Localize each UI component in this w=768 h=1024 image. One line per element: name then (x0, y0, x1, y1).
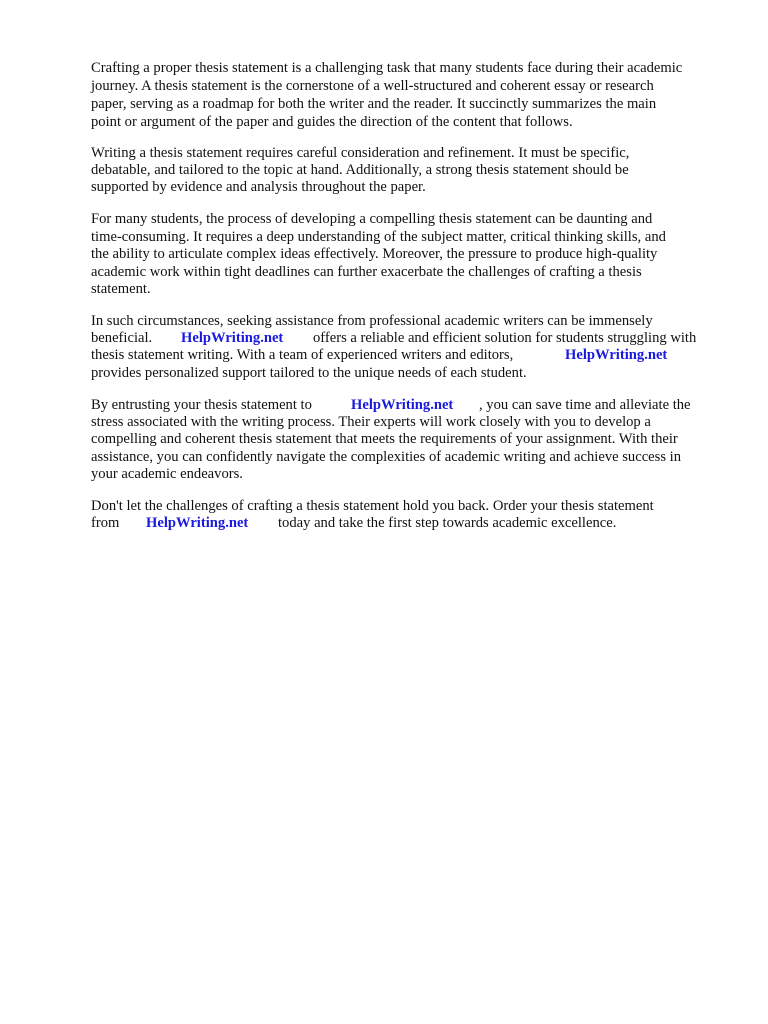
paragraph-line: from (91, 515, 120, 531)
paragraph-line: For many students, the process of developing a compelling thesis statement can be daunting and (91, 211, 653, 227)
paragraph-line: offers a reliable and efficient solution for students struggling with (313, 330, 697, 346)
paragraph-line: supported by evidence and analysis throughout the paper. (91, 179, 426, 195)
helpwriting-link[interactable]: HelpWriting.net (146, 515, 249, 531)
helpwriting-link[interactable]: HelpWriting.net (565, 347, 668, 363)
paragraph-line: journey. A thesis statement is the cornerstone of a well-structured and coherent essay or research (91, 78, 654, 94)
helpwriting-link[interactable]: HelpWriting.net (351, 397, 454, 413)
paragraph-line: time-consuming. It requires a deep understanding of the subject matter, critical thinking skills, and (91, 229, 666, 245)
paragraph-line: statement. (91, 281, 151, 297)
paragraph-line: debatable, and tailored to the topic at hand. Additionally, a strong thesis statement should be (91, 162, 629, 178)
paragraph-line: assistance, you can confidently navigate the complexities of academic writing and achieve success in (91, 449, 682, 465)
paragraph-line: Crafting a proper thesis statement is a challenging task that many students face during their academic (91, 60, 683, 76)
paragraph-line: academic work within tight deadlines can further exacerbate the challenges of crafting a thesis (91, 264, 642, 280)
paragraph-line: By entrusting your thesis statement to (91, 397, 312, 413)
paragraph-line: thesis statement writing. With a team of experienced writers and editors, (91, 347, 514, 363)
paragraph-line: stress associated with the writing process. Their experts will work closely with you to develop a (91, 414, 651, 430)
paragraph-line: compelling and coherent thesis statement that meets the requirements of your assignment. With their (91, 431, 678, 447)
paragraph-line: your academic endeavors. (91, 466, 243, 482)
paragraph-line: provides personalized support tailored to the unique needs of each student. (91, 365, 527, 381)
paragraph-line: paper, serving as a roadmap for both the writer and the reader. It succinctly summarizes the main (91, 96, 657, 112)
paragraph-line: beneficial. (91, 330, 153, 346)
paragraph-line: Writing a thesis statement requires careful consideration and refinement. It must be specific, (91, 145, 630, 161)
helpwriting-link[interactable]: HelpWriting.net (181, 330, 284, 346)
paragraph-line: , you can save time and alleviate the (479, 397, 691, 413)
paragraph-line: today and take the first step towards academic excellence. (278, 515, 617, 531)
paragraph-line: In such circumstances, seeking assistance from professional academic writers can be immensely (91, 313, 653, 329)
paragraph-line: the ability to articulate complex ideas effectively. Moreover, the pressure to produce high-quality (91, 246, 658, 262)
paragraph-line: Don't let the challenges of crafting a thesis statement hold you back. Order your thesis statement (91, 498, 654, 514)
paragraph-line: point or argument of the paper and guides the direction of the content that follows. (91, 114, 573, 130)
